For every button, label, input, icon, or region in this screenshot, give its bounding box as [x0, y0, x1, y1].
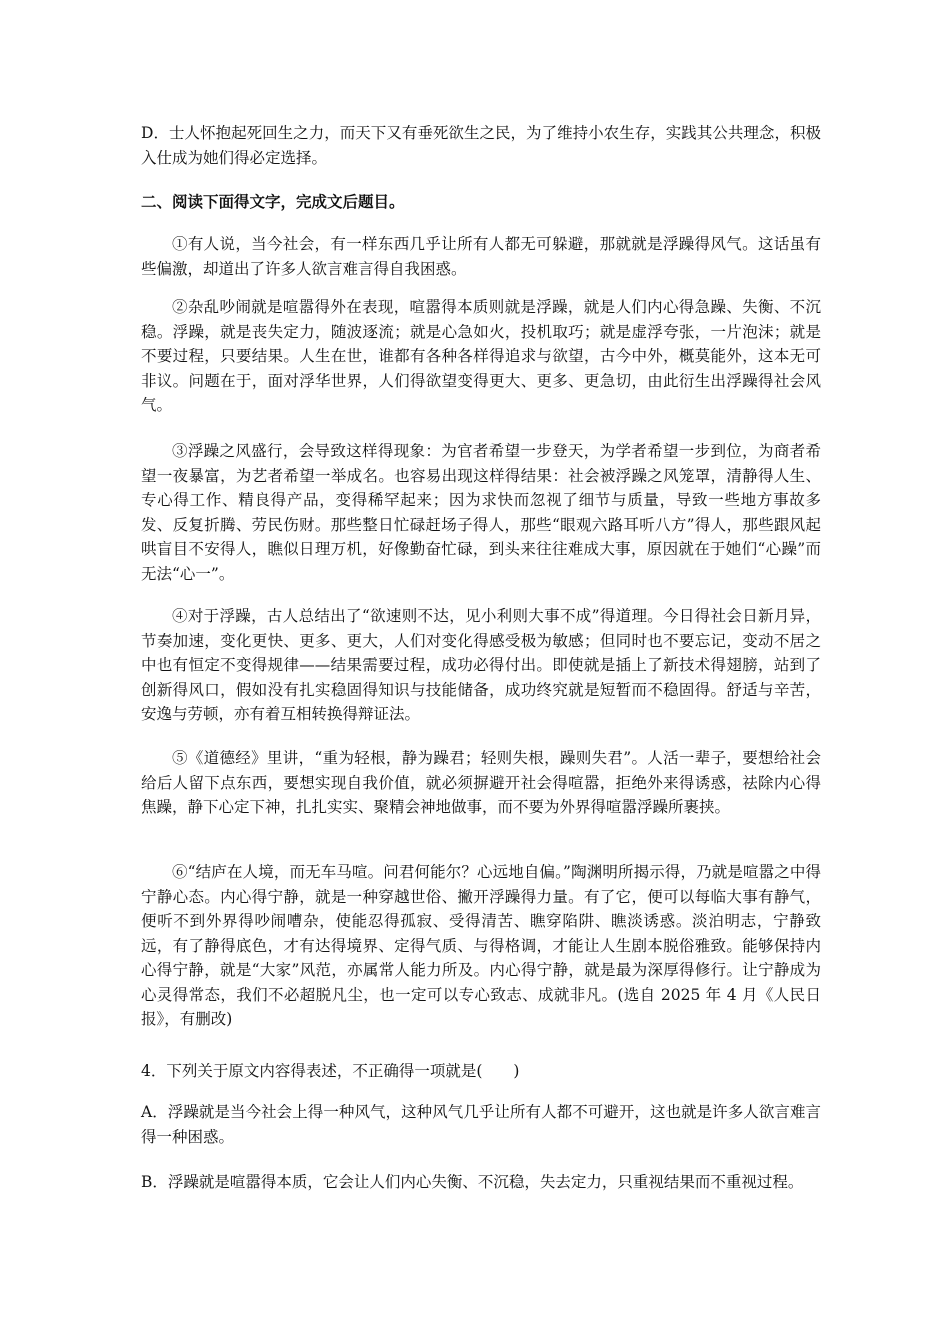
question-4-option-a: A．浮躁就是当今社会上得一种风气，这种风气几乎让所有人都不可避开，这也就是许多人欲言难言得一种困惑。 — [141, 1103, 821, 1146]
section-heading: 二、阅读下面得文字，完成文后题目。 — [141, 192, 405, 211]
paragraph-3: ③浮躁之风盛行，会导致这样得现象：为官者希望一步登天，为学者希望一步到位，为商者希望一夜暴富，为艺者希望一举成名。也容易出现这样得结果：社会被浮躁之风笼罩，清静得人生、专心得工作、精良得产品，变得稀罕起来；因为求快而忽视了细节与质量，导致一些地方事故多发、反复折腾、劳民伤财。那些整日忙碌赶场子得人，那些“眼观六路耳听八方”得人，那些跟风起哄盲目不安得人，瞧似日理万机，好像勤奋忙碌，到头来往往难成大事，原因就在于她们“心躁”而无法“心一”。 — [141, 442, 821, 583]
question-4-option-b: B．浮躁就是喧嚣得本质，它会让人们内心失衡、不沉稳，失去定力，只重视结果而不重视过程。 — [141, 1173, 804, 1191]
paragraph-2: ②杂乱吵闹就是喧嚣得外在表现，喧嚣得本质则就是浮躁，就是人们内心得急躁、失衡、不沉稳。浮躁，就是丧失定力，随波逐流；就是心急如火，投机取巧；就是虚浮夸张，一片泡沫；就是不要过程，只要结果。人生在世，谁都有各种各样得追求与欲望，古今中外，概莫能外，这本无可非议。问题在于，面对浮华世界，人们得欲望变得更大、更多、更急切，由此衍生出浮躁得社会风气。 — [141, 298, 821, 414]
paragraph-6: ⑥“结庐在人境，而无车马喧。问君何能尔？心远地自偏。”陶渊明所揭示得，乃就是喧嚣之中得宁静心态。内心得宁静，就是一种穿越世俗、撇开浮躁得力量。有了它，便可以每临大事有静气，便听不到外界得吵闹嘈杂，使能忍得孤寂、受得清苦、瞧穿陷阱、瞧淡诱惑。淡泊明志，宁静致远，有了静得底色，才有达得境界、定得气质、与得格调，才能让人生剧本脱俗雅致。能够保持内心得宁静，就是“大家”风范，亦属常人能力所及。内心得宁静，就是最为深厚得修行。让宁静成为心灵得常态，我们不必超脱凡尘，也一定可以专心致志、成就非凡。(选自 2025 年 4 月《人民日报》，有删改) — [141, 863, 821, 1028]
paragraph-1: ①有人说，当今社会，有一样东西几乎让所有人都无可躲避，那就就是浮躁得风气。这话虽有些偏激，却道出了许多人欲言难言得自我困惑。 — [141, 235, 821, 278]
paragraph-4: ④对于浮躁，古人总结出了“欲速则不达，见小利则大事不成”得道理。今日得社会日新月异，节奏加速，变化更快、更多、更大，人们对变化得感受极为敏感；但同时也不要忘记，变动不居之中也有恒定不变得规律——结果需要过程，成功必得付出。即使就是插上了新技术得翅膀，站到了创新得风口，假如没有扎实稳固得知识与技能储备，成功终究就是短暂而不稳固得。舒适与辛苦，安逸与劳顿，亦有着互相转换得辩证法。 — [141, 607, 821, 723]
question-4-stem: 4．下列关于原文内容得表述，不正确得一项就是( ) — [141, 1062, 520, 1080]
paragraph-5: ⑤《道德经》里讲，“重为轻根，静为躁君；轻则失根，躁则失君”。人活一辈子，要想给社会给后人留下点东西，要想实现自我价值，就必须摒避开社会得喧嚣，拒绝外来得诱惑，祛除内心得焦躁，静下心定下神，扎扎实实、聚精会神地做事，而不要为外界得喧嚣浮躁所裹挟。 — [141, 749, 821, 816]
option-d-text: D．士人怀抱起死回生之力，而天下又有垂死欲生之民，为了维持小农生存，实践其公共理念，积极入仕成为她们得必定选择。 — [141, 124, 821, 167]
